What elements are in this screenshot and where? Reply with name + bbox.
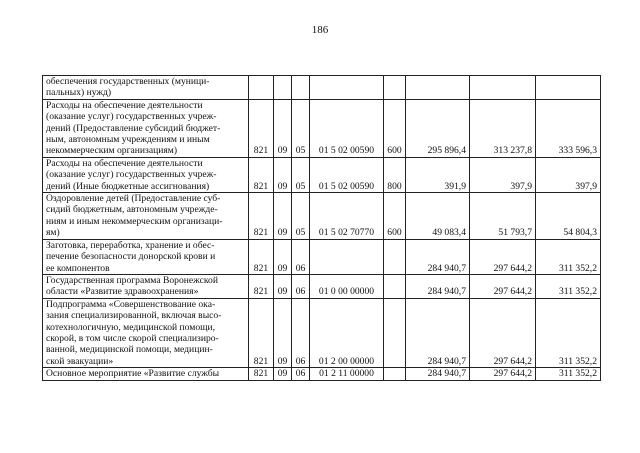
grbs-code-cell: 821 [249, 274, 274, 298]
section-code-cell: 09 [274, 274, 292, 298]
subsection-code-cell [292, 76, 310, 100]
expense-type-cell [384, 298, 406, 367]
grbs-code-cell: 821 [249, 239, 274, 274]
target-article-cell [310, 76, 384, 100]
amount-year2-cell: 297 644,2 [470, 239, 536, 274]
grbs-code-cell: 821 [249, 298, 274, 367]
amount-year1-cell: 284 940,7 [406, 298, 470, 367]
row-name-cell: Расходы на обеспечение деятельности (оказание услуг) государственных учреж- дений (Иные бюджетные ассигнования) [43, 157, 249, 192]
amount-year3-cell: 311 352,2 [536, 298, 601, 367]
target-article-cell: 01 2 11 00000 [310, 368, 384, 380]
amount-year2-cell: 297 644,2 [470, 368, 536, 380]
expense-type-cell [384, 239, 406, 274]
grbs-code-cell: 821 [249, 99, 274, 157]
amount-year1-cell: 49 083,4 [406, 193, 470, 240]
amount-year2-cell: 313 237,8 [470, 99, 536, 157]
subsection-code-cell: 06 [292, 274, 310, 298]
table-row [43, 76, 601, 100]
section-code-cell: 09 [274, 239, 292, 274]
row-name-cell: Основное мероприятие «Развитие службы [43, 368, 249, 380]
expense-type-cell [384, 274, 406, 298]
row-name-cell: Заготовка, переработка, хранение и обес- печение безопасности донорской крови и ее компонентов [43, 239, 249, 274]
amount-year1-cell: 284 940,7 [406, 274, 470, 298]
section-code-cell: 09 [274, 368, 292, 380]
row-name-cell: Подпрограмма «Совершенствование ока- зания специализированной, включая высо- котехнологичную, медицинской помощи, скорой, в том числе скорой специализиро- ванной, медицинской помощи, медицин- ской эвакуации» [43, 298, 249, 367]
target-article-cell: 01 0 00 00000 [310, 274, 384, 298]
amount-year1-cell: 284 940,7 [406, 368, 470, 380]
table-row [43, 239, 601, 274]
amount-year1-cell: 391,9 [406, 157, 470, 192]
subsection-code-cell: 05 [292, 99, 310, 157]
section-code-cell: 09 [274, 157, 292, 192]
amount-year3-cell: 397,9 [536, 157, 601, 192]
row-name-cell: Оздоровление детей (Предоставление суб- сидий бюджетным, автономным учрежде- ниям и иным некоммерческим организаци- ям) [43, 193, 249, 240]
amount-year1-cell: 295 896,4 [406, 99, 470, 157]
target-article-cell: 01 5 02 00590 [310, 99, 384, 157]
section-code-cell [274, 76, 292, 100]
table-row [43, 274, 601, 298]
amount-year3-cell: 311 352,2 [536, 274, 601, 298]
target-article-cell: 01 5 02 00590 [310, 157, 384, 192]
subsection-code-cell: 06 [292, 298, 310, 367]
grbs-code-cell: 821 [249, 157, 274, 192]
amount-year1-cell [406, 76, 470, 100]
subsection-code-cell: 05 [292, 193, 310, 240]
amount-year3-cell: 311 352,2 [536, 239, 601, 274]
budget-table [42, 75, 601, 381]
amount-year3-cell: 333 596,3 [536, 99, 601, 157]
amount-year3-cell [536, 76, 601, 100]
grbs-code-cell [249, 76, 274, 100]
table-row [43, 193, 601, 240]
expense-type-cell: 800 [384, 157, 406, 192]
row-name-cell: Государственная программа Воронежской области «Развитие здравоохранения» [43, 274, 249, 298]
expense-type-cell [384, 368, 406, 380]
amount-year2-cell: 297 644,2 [470, 274, 536, 298]
target-article-cell: 01 2 00 00000 [310, 298, 384, 367]
table-row [43, 298, 601, 367]
amount-year2-cell: 397,9 [470, 157, 536, 192]
page-number: 186 [311, 24, 329, 36]
grbs-code-cell: 821 [249, 193, 274, 240]
section-code-cell: 09 [274, 193, 292, 240]
table-row [43, 99, 601, 157]
target-article-cell [310, 239, 384, 274]
section-code-cell: 09 [274, 298, 292, 367]
table-row [43, 368, 601, 380]
target-article-cell: 01 5 02 70770 [310, 193, 384, 240]
amount-year2-cell: 51 793,7 [470, 193, 536, 240]
amount-year3-cell: 54 804,3 [536, 193, 601, 240]
row-name-cell: Расходы на обеспечение деятельности (оказание услуг) государственных учреж- дений (Предоставление субсидий бюджет- ным, автономным учреждениям и иным некоммерческим организациям) [43, 99, 249, 157]
expense-type-cell [384, 76, 406, 100]
subsection-code-cell: 05 [292, 157, 310, 192]
amount-year3-cell: 311 352,2 [536, 368, 601, 380]
amount-year2-cell [470, 76, 536, 100]
table-row [43, 157, 601, 192]
subsection-code-cell: 06 [292, 239, 310, 274]
grbs-code-cell: 821 [249, 368, 274, 380]
amount-year1-cell: 284 940,7 [406, 239, 470, 274]
expense-type-cell: 600 [384, 99, 406, 157]
row-name-cell: обеспечения государственных (муници- пальных) нужд) [43, 76, 249, 100]
subsection-code-cell: 06 [292, 368, 310, 380]
amount-year2-cell: 297 644,2 [470, 298, 536, 367]
expense-type-cell: 600 [384, 193, 406, 240]
section-code-cell: 09 [274, 99, 292, 157]
